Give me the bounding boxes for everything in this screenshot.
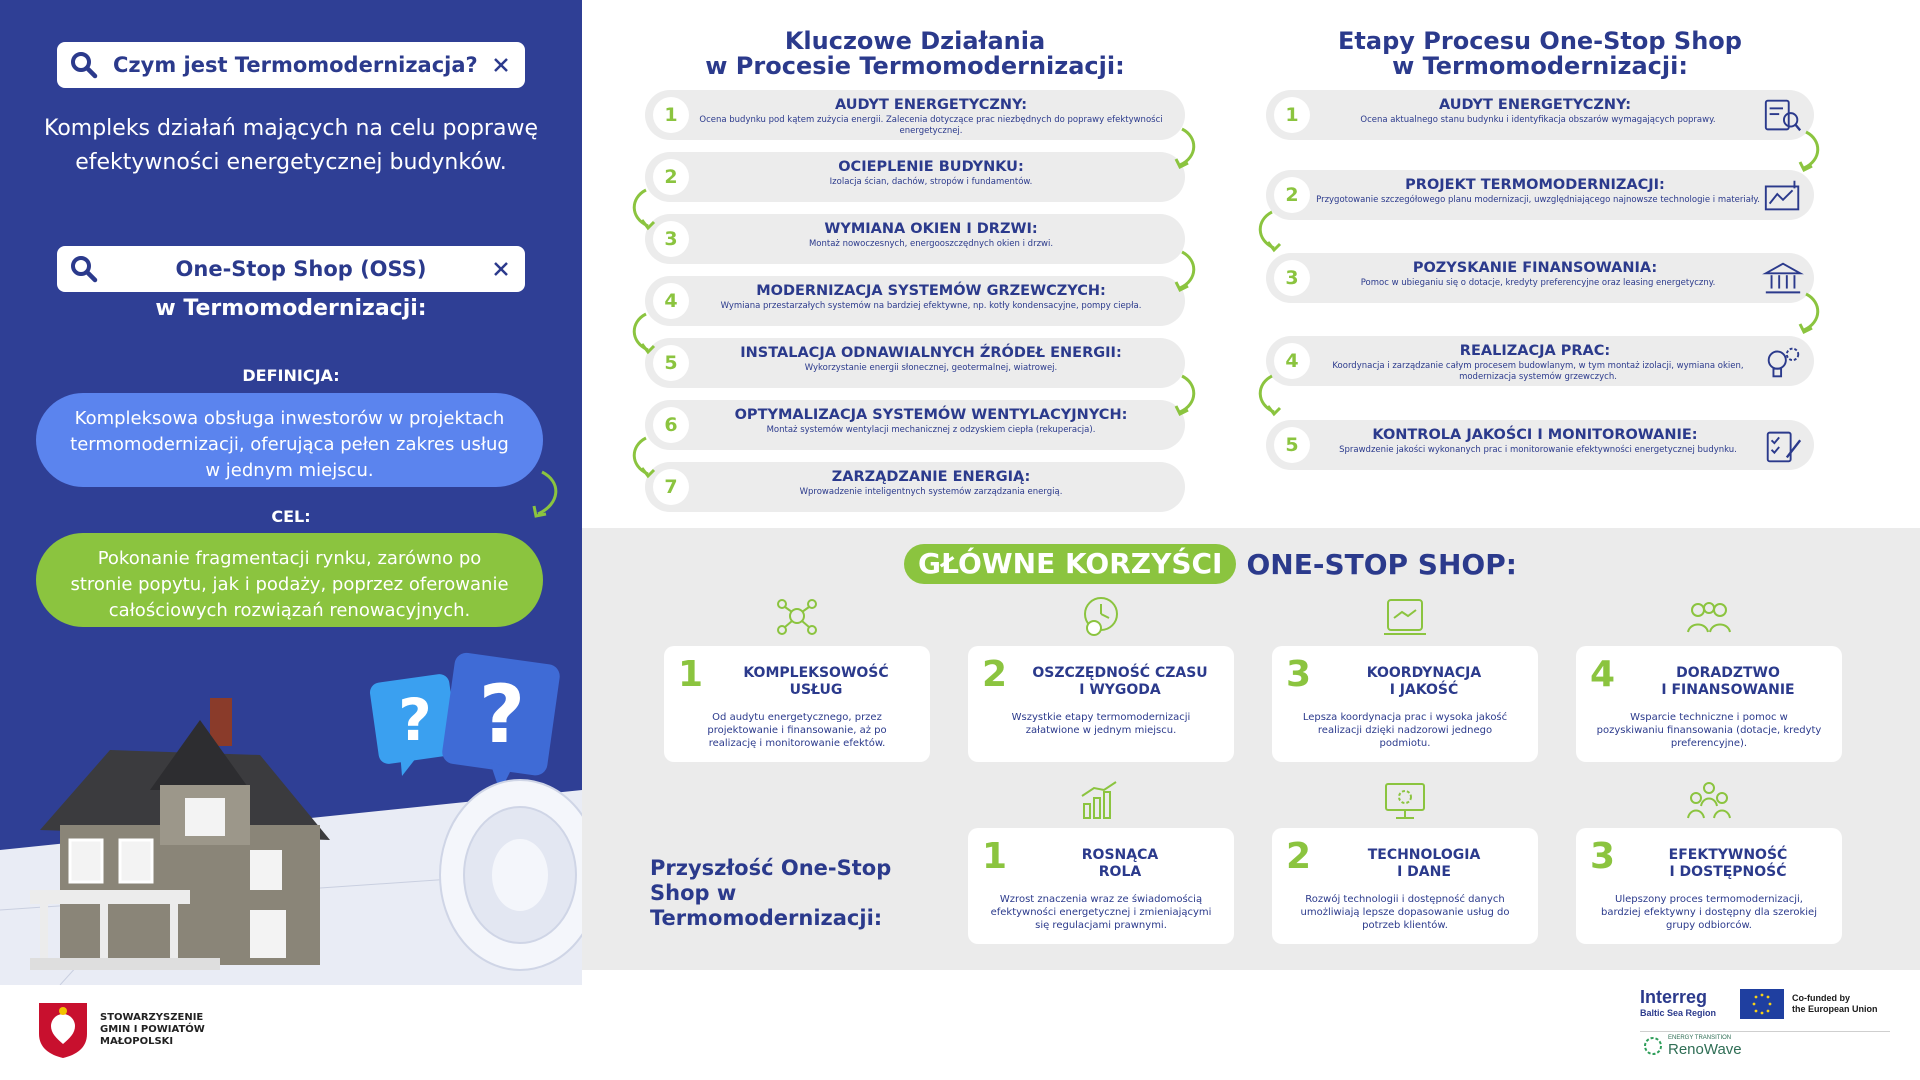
step-number: 5 (1274, 427, 1310, 463)
card-number: 1 (982, 836, 1008, 877)
step-number: 1 (653, 97, 689, 133)
network-icon (772, 594, 822, 638)
step-description: Montaż systemów wentylacji mechanicznej z odzyskiem ciepła (rekuperacja). (766, 425, 1096, 435)
card-number: 2 (982, 654, 1008, 695)
card-title: EFEKTYWNOŚĆ I DOSTĘPNOŚĆ (1668, 847, 1788, 880)
search-text: Czym jest Termomodernizacja? (113, 53, 478, 77)
key-action-item (645, 214, 1185, 264)
footer-funding-logos (1640, 985, 1900, 1075)
key-action-item (645, 90, 1185, 140)
title-line-1: Kluczowe Działania (784, 27, 1046, 55)
search-bar-oss[interactable] (57, 246, 525, 292)
key-action-item (645, 152, 1185, 202)
card-description: Wzrost znaczenia wraz ze świadomością efektywności energetycznej i zmieniającymi się regulacjami prawnymi. (990, 894, 1212, 931)
org-line-3: MAŁOPOLSKI (100, 1036, 174, 1047)
future-card (968, 828, 1234, 944)
search-icon (69, 254, 99, 284)
close-icon[interactable] (489, 257, 513, 281)
termomodernizacja-description: Kompleks działań mających na celu poprawę efektywności energetycznej budynków. (43, 116, 538, 175)
benefit-card (1272, 646, 1538, 762)
renowave-text (1668, 1035, 1742, 1058)
step-title: MODERNIZACJA SYSTEMÓW GRZEWCZYCH: (756, 283, 1106, 299)
blueprint-icon (1762, 176, 1804, 216)
step-description: Montaż nowoczesnych, energooszczędnych okien i drzwi. (808, 239, 1054, 249)
question-bubble-icon (369, 651, 562, 792)
renowave-small: ENERGY TRANSITION (1668, 1035, 1732, 1041)
curved-arrow-icon (1168, 125, 1202, 173)
definition-bubble: Kompleksowa obsługa inwestorów w projektach termomodernizacji, oferująca pełen zakres usług w jednym miejscu. (36, 393, 543, 487)
step-number: 6 (653, 407, 689, 443)
title-line-2: w Procesie Termomodernizacji: (705, 52, 1125, 80)
card-number: 2 (1286, 836, 1312, 877)
future-card (1576, 828, 1842, 944)
step-title: AUDYT ENERGETYCZNY: (1438, 97, 1632, 113)
oss-stage-item (1266, 336, 1814, 386)
step-number: 5 (653, 345, 689, 381)
curved-arrow-icon (1168, 248, 1202, 296)
clock-money-icon (1076, 594, 1126, 638)
organization-name (100, 1012, 205, 1048)
card-number: 3 (1590, 836, 1616, 877)
cofunded-line-1: Co-funded by (1792, 993, 1850, 1003)
cofunded-line-2: the European Union (1792, 1004, 1878, 1014)
org-line-1: STOWARZYSZENIE (100, 1012, 204, 1023)
future-label: Przyszłość One-Stop Shop w Termomodernizacji: (650, 856, 892, 930)
search-text: One-Stop Shop (OSS) (175, 257, 427, 281)
people-icon (1684, 778, 1734, 822)
curved-arrow-icon (1168, 372, 1202, 420)
step-description: Wykorzystanie energii słonecznej, geotermalnej, wiatrowej. (804, 363, 1058, 373)
step-description: Pomoc w ubieganiu się o dotacje, kredyty preferencyjne oraz leasing energetyczny. (1360, 278, 1716, 288)
org-line-2: GMIN I POWIATÓW (100, 1024, 205, 1035)
curved-arrow-icon (1252, 372, 1286, 420)
left-panel (0, 0, 582, 985)
step-number: 2 (1274, 177, 1310, 213)
oss-stages-title (1260, 29, 1820, 79)
oss-subtitle: w Termomodernizacji: (155, 296, 427, 321)
card-title: KOMPLEKSOWOŚĆ USŁUG (743, 665, 889, 698)
card-description: Wsparcie techniczne i pomoc w pozyskiwaniu finansowania (dotacje, kredyty preferencyjne). (1596, 712, 1822, 749)
card-title: OSZCZĘDNOŚĆ CZASU I WYGODA (1032, 665, 1208, 698)
card-number: 4 (1590, 654, 1616, 695)
step-description: Ocena aktualnego stanu budynku i identyfikacja obszarów wymagających poprawy. (1360, 115, 1716, 125)
step-number: 4 (1274, 343, 1310, 379)
step-description: Ocena budynku pod kątem zużycia energii. Zalecenia dotyczące prac niezbędnych do poprawy efektywności energetycznej. (699, 115, 1163, 136)
oss-stage-item (1266, 90, 1814, 140)
svg-text:?: ? (398, 686, 432, 754)
step-number: 4 (653, 283, 689, 319)
oss-stage-item (1266, 253, 1814, 303)
step-description: Wymiana przestarzałych systemów na bardziej efektywne, np. kotły kondensacyjne, pompy ciepła. (720, 301, 1142, 311)
card-description: Ulepszony proces termomodernizacji, bardziej efektywny i dostępny dla szerokiej grupy odbiorców. (1600, 894, 1817, 931)
card-title: TECHNOLOGIA I DANE (1367, 847, 1481, 880)
svg-text:?: ? (478, 668, 526, 761)
step-title: AUDYT ENERGETYCZNY: (834, 97, 1028, 113)
benefits-title-blue: ONE-STOP SHOP: (1246, 547, 1517, 581)
step-number: 7 (653, 469, 689, 505)
baltic-text: Baltic Sea Region (1640, 1008, 1717, 1018)
key-action-item (645, 276, 1185, 326)
step-description: Sprawdzenie jakości wykonanych prac i monitorowanie efektywności energetycznej budynku. (1339, 445, 1737, 455)
step-title: KONTROLA JAKOŚCI I MONITOROWANIE: (1372, 427, 1698, 443)
eu-cofunded-text (1792, 993, 1878, 1015)
step-description: Wprowadzenie inteligentnych systemów zarządzania energią. (799, 487, 1063, 497)
step-title: REALIZACJA PRAC: (1459, 343, 1611, 359)
curved-arrow-icon (1252, 208, 1286, 256)
key-action-item (645, 400, 1185, 450)
curved-arrow-icon (1792, 128, 1826, 176)
step-number: 1 (1274, 97, 1310, 133)
card-description: Od audytu energetycznego, przez projektowanie i finansowanie, aż po realizację i monitorowanie efektów. (707, 712, 887, 749)
step-title: WYMIANA OKIEN I DRZWI: (824, 221, 1038, 237)
card-title: KOORDYNACJA I JAKOŚĆ (1366, 665, 1482, 698)
renowave-divider (1640, 1031, 1890, 1032)
step-title: POZYSKANIE FINANSOWANIA: (1412, 260, 1658, 276)
card-title: ROSNĄCA ROLA (1081, 847, 1159, 880)
step-number: 3 (653, 221, 689, 257)
step-description: Izolacja ścian, dachów, stropów i fundamentów. (829, 177, 1033, 187)
card-title: DORADZTWO I FINANSOWANIE (1661, 665, 1795, 698)
eu-flag-icon (1740, 989, 1784, 1019)
card-number: 1 (678, 654, 704, 695)
card-description: Lepsza koordynacja prac i wysoka jakość realizacji dzięki nadzorowi jednego podmiotu. (1302, 712, 1508, 749)
goal-label: CEL: (271, 507, 311, 526)
step-title: OCIEPLENIE BUDYNKU: (838, 159, 1024, 175)
curved-arrow-icon (626, 434, 660, 482)
step-title: PROJEKT TERMOMODERNIZACJI: (1405, 177, 1665, 193)
curved-arrow-icon (1792, 290, 1826, 338)
house-illustration (0, 640, 582, 985)
interreg-text: Interreg (1640, 987, 1708, 1007)
benefits-title (904, 544, 1517, 584)
advisors-icon (1684, 594, 1734, 638)
goal-bubble: Pokonanie fragmentacji rynku, zarówno po stronie popytu, jak i podaży, poprzez oferowanie całościowych rozwiązań renowacyjnych. (36, 533, 543, 627)
title-line-1: Etapy Procesu One-Stop Shop (1338, 27, 1742, 55)
title-line-2: w Termomodernizacji: (1392, 52, 1688, 80)
checklist-icon (1762, 426, 1804, 466)
step-number: 2 (653, 159, 689, 195)
step-title: OPTYMALIZACJA SYSTEMÓW WENTYLACYJNYCH: (734, 407, 1128, 423)
step-description: Przygotowanie szczegółowego planu modernizacji, uwzględniającego najnowsze technologie i materiały. (1316, 195, 1760, 205)
search-bar-termomodernizacja[interactable] (57, 42, 525, 88)
step-description: Koordynacja i zarządzanie całym procesem budowlanym, w tym montaż izolacji, wymiana okien, modernizacja systemów grzewczych. (1332, 361, 1744, 382)
close-icon[interactable] (489, 53, 513, 77)
future-card (1272, 828, 1538, 944)
key-action-item (645, 462, 1185, 512)
step-title: INSTALACJA ODNAWIALNYCH ŹRÓDEŁ ENERGII: (740, 345, 1122, 361)
step-number: 3 (1274, 260, 1310, 296)
handshake-icon (1380, 594, 1430, 638)
search-icon (69, 50, 99, 80)
monitor-gear-icon (1380, 778, 1430, 822)
lightbulb-gear-icon (1762, 342, 1804, 382)
benefits-title-green: GŁÓWNE KORZYŚCI (904, 544, 1236, 584)
benefit-card (664, 646, 930, 762)
renowave-name: RenoWave (1668, 1041, 1742, 1058)
key-action-item (645, 338, 1185, 388)
footer-organization (36, 1000, 205, 1060)
curved-arrow-icon (626, 310, 660, 358)
step-title: ZARZĄDZANIE ENERGIĄ: (831, 469, 1031, 485)
definition-label: DEFINICJA: (242, 366, 340, 385)
house-icon (30, 698, 330, 970)
key-actions-title (640, 29, 1190, 79)
renowave-logo-icon (1642, 1035, 1664, 1057)
benefit-card (968, 646, 1234, 762)
growth-chart-icon (1076, 778, 1126, 822)
curved-arrow-icon (626, 186, 660, 234)
card-description: Wszystkie etapy termomodernizacji załatwione w jednym miejscu. (1011, 712, 1191, 736)
interreg-logo (1640, 987, 1716, 1018)
benefit-card (1576, 646, 1842, 762)
card-description: Rozwój technologii i dostępność danych umożliwiają lepsze dopasowanie usług do potrzeb klientów. (1300, 894, 1510, 931)
card-number: 3 (1286, 654, 1312, 695)
coat-of-arms-icon (36, 1000, 90, 1060)
oss-stage-item (1266, 170, 1814, 220)
oss-stage-item (1266, 420, 1814, 470)
